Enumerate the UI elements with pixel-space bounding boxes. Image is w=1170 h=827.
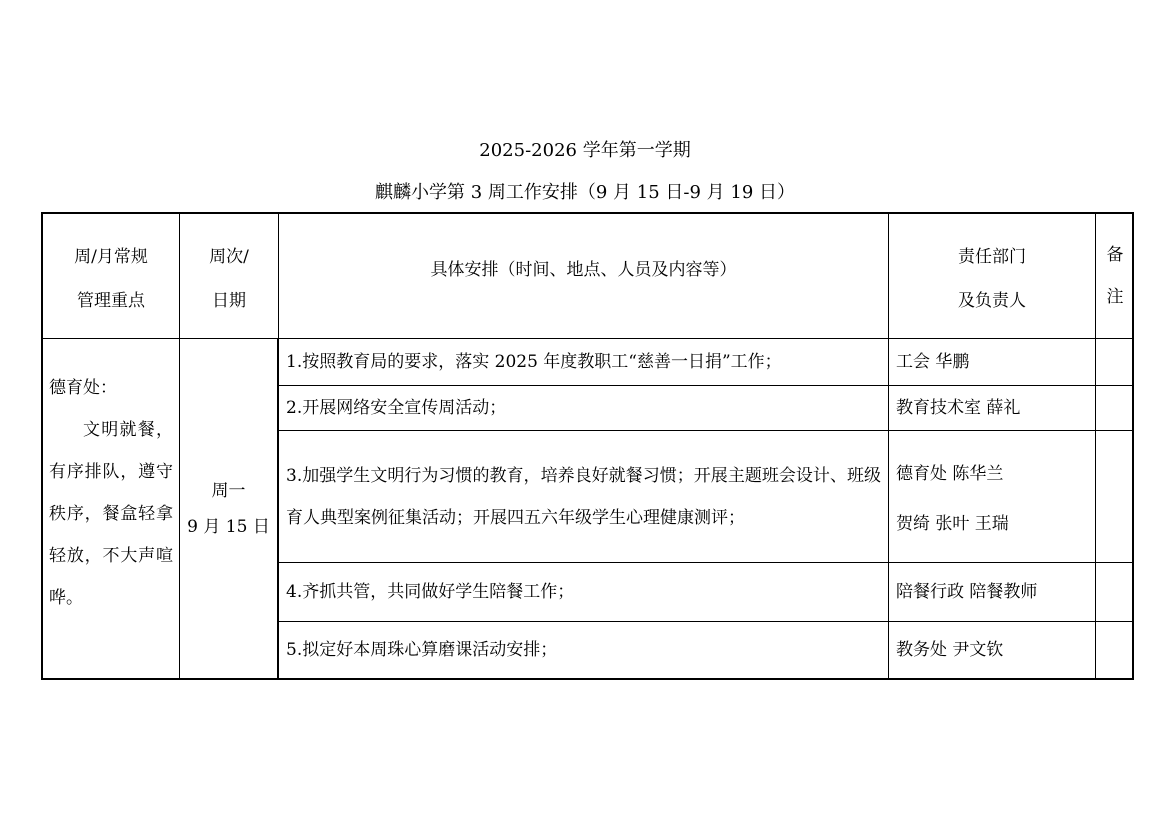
header-remark-line1: 备 [1106,245,1124,265]
header-remark [1096,214,1134,339]
arrangement-text-2: 2.开展网络安全宣传周活动； [286,398,507,418]
arrangement-text-4: 4.齐抓共管，共同做好学生陪餐工作； [286,582,575,602]
arrangement-row-1 [279,339,889,386]
remark-row-4 [1096,563,1134,622]
owner-text-1: 工会 华鹏 [896,352,970,372]
header-dept-line1: 责任部门 [958,246,1026,267]
header-focus [43,214,180,339]
arrangement-row-5 [279,622,889,678]
header-week-line1: 周次/ [209,246,249,267]
owner-text-5: 教务处 尹文钦 [896,640,1004,660]
owner-text-3a: 德育处 陈华兰 [896,464,1004,485]
owner-row-1 [889,339,1096,386]
header-dept [889,214,1096,339]
arrangement-text-3: 3.加强学生文明行为习惯的教育，培养良好就餐习惯；开展主题班会设计、班级育人典型案例征集活动；开展四五六年级学生心理健康测评； [286,465,881,528]
remark-row-5 [1096,622,1134,678]
focus-cell [43,339,180,678]
header-arrangement-label: 具体安排（时间、地点、人员及内容等） [430,259,737,280]
owner-row-5 [889,622,1096,678]
owner-row-2 [889,386,1096,431]
header-week-line2: 日期 [212,290,246,311]
day-cell [180,339,279,678]
focus-dept: 德育处： [49,378,117,398]
document-title: 2025-2026 学年第一学期 [479,140,691,161]
header-week [180,214,279,339]
schedule-table [41,212,1134,680]
header-dept-line2: 及负责人 [958,290,1026,311]
owner-text-3b: 贺绮 张叶 王瑞 [896,513,1009,534]
arrangement-row-4 [279,563,889,622]
arrangement-row-3 [279,431,889,563]
owner-text-2: 教育技术室 薛礼 [896,398,1021,418]
header-arrangement [279,214,889,339]
remark-row-1 [1096,339,1134,386]
owner-row-3 [889,431,1096,563]
remark-row-2 [1096,386,1134,431]
document-subtitle: 麒麟小学第 3 周工作安排（9 月 15 日-9 月 19 日） [374,182,796,203]
header-focus-line2: 管理重点 [77,290,145,311]
owner-text-4: 陪餐行政 陪餐教师 [896,582,1038,602]
remark-row-3 [1096,431,1134,563]
arrangement-row-2 [279,386,889,431]
day-date: 9 月 15 日 [187,516,270,537]
arrangement-text-5: 5.拟定好本周珠心算磨课活动安排； [286,640,558,660]
owner-row-4 [889,563,1096,622]
header-focus-line1: 周/月常规 [74,246,148,267]
day-name: 周一 [211,480,246,501]
arrangement-text-1: 1.按照教育局的要求，落实 2025 年度教职工“慈善一日捐”工作； [286,352,782,372]
focus-body: 文明就餐，有序排队，遵守秩序，餐盒轻拿轻放，不大声喧哗。 [49,420,173,608]
header-remark-line2: 注 [1106,287,1124,307]
